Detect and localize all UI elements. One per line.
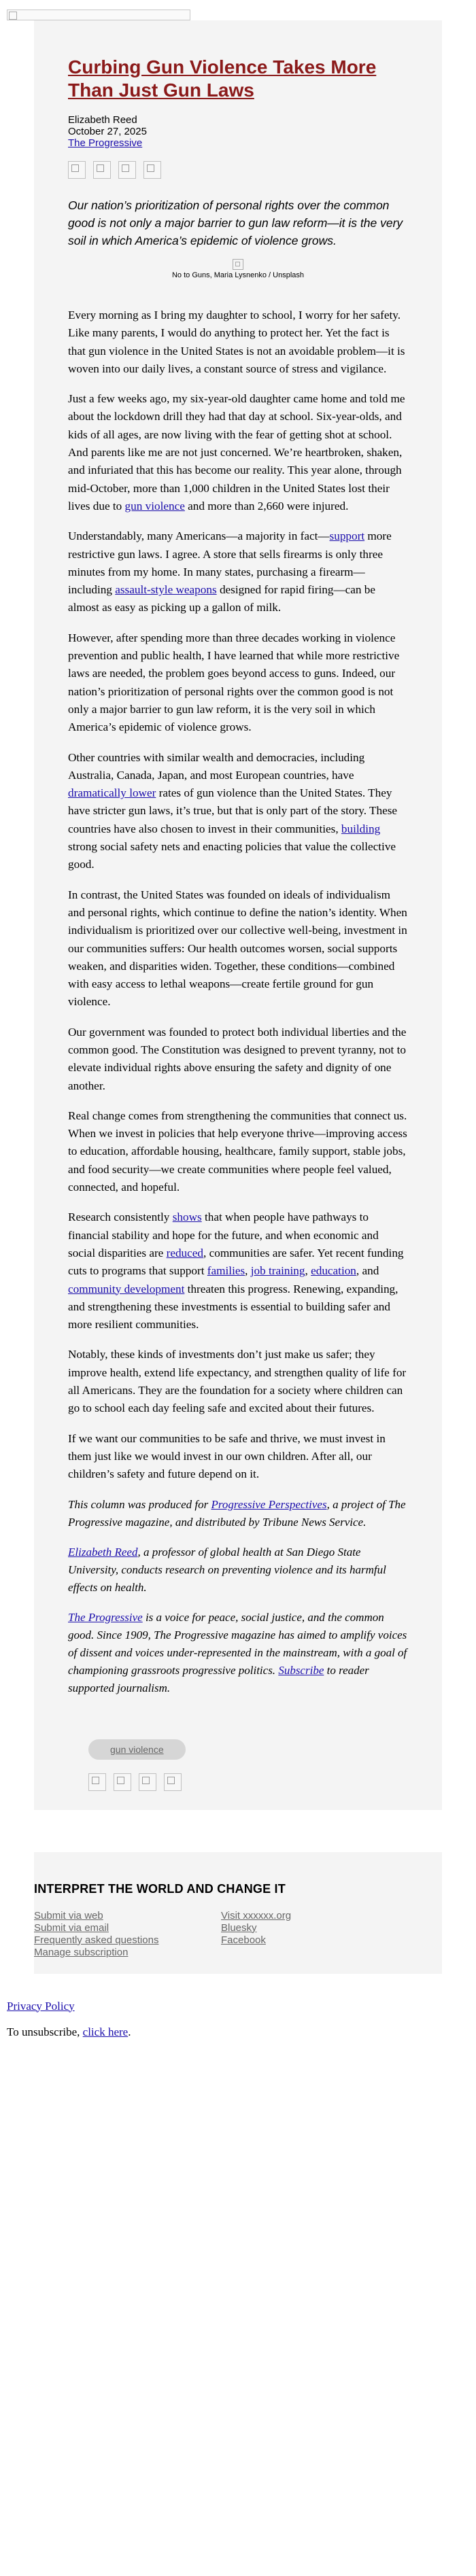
author-name: Elizabeth Reed	[68, 114, 137, 126]
email-share-icon[interactable]	[164, 1773, 182, 1791]
dramatically-lower-link[interactable]: dramatically lower	[68, 786, 156, 800]
note-1: This column was produced for Progressive Perspectives, a project of The Progressive magazine, and distributed by Tribune News Service.	[68, 1497, 406, 1529]
article-dek: Our nation’s prioritization of personal rights over the common good is not only a major barrier to gun law reform—it is the very soil in which America’s epidemic of violence grows.	[68, 198, 403, 247]
photo-credit: No to Guns, Maria Lysnenko / Unsplash	[171, 271, 305, 279]
twitter-share-icon[interactable]	[93, 161, 111, 179]
gun-violence-link[interactable]: gun violence	[124, 499, 185, 512]
footer-right-col	[221, 1910, 408, 1959]
subscribe-link[interactable]: Subscribe	[278, 1663, 324, 1677]
source-link[interactable]: The Progressive	[68, 137, 143, 149]
linkedin-share-icon[interactable]	[139, 1773, 156, 1791]
facebook-share-icon[interactable]	[68, 161, 86, 179]
broken-image-icon	[233, 259, 243, 270]
education-link[interactable]: education	[311, 1264, 356, 1278]
privacy-row	[7, 2000, 476, 2013]
families-link[interactable]: families	[207, 1264, 245, 1278]
support-link[interactable]: support	[329, 529, 365, 543]
building-link[interactable]: building	[341, 822, 381, 835]
facebook-link[interactable]: Facebook	[221, 1934, 266, 1946]
paragraph-5: Other countries with similar wealth and democracies, including Australia, Canada, Japan, and most European countries, have dramatically lower rates of gun violence than the United States. They have stricter gun laws, it’s true, but that is only part of the story. These countries have also chosen to invest in their communities, building strong social safety nets and enacting policies that value the collective good.	[68, 750, 398, 871]
publish-date: October 27, 2025	[68, 126, 147, 137]
paragraph-3: Understandably, many Americans—a majority in fact—support more restrictive gun laws. I agree. A store that sells firearms is only three minutes from my home. In many states, purchasing a firearm—including assault-style weapons designed for rapid firing—can be almost as easy as picking up a gallon of milk.	[68, 529, 392, 614]
note-2: Elizabeth Reed, a professor of global health at San Diego State University, conducts research on preventing violence and its harmful effects on health.	[68, 1545, 386, 1594]
footer-heading: INTERPRET THE WORLD AND CHANGE IT	[34, 1881, 286, 1896]
job-training-link[interactable]: job training	[250, 1264, 305, 1278]
paragraph-7: Our government was founded to protect both individual liberties and the common good. The Constitution was designed to prevent tyranny, not to elevate individual rights above ensuring the safety and dignity of one another.	[68, 1025, 407, 1092]
paragraph-2: Just a few weeks ago, my six-year-old daughter came home and told me about the lockdown drill they had that day at school. Six-year-olds, and kids of all ages, are now living with the fear of getting shot at school. And parents like me are not just concerned. We’re heartbroken, shaken, and infuriated that this has become our reality. This year alone, through mid-October, more than 1,000 children in the United States lost their lives due to gun violence and more than 2,660 were injured.	[68, 392, 405, 512]
broken-logo-image[interactable]	[7, 10, 190, 20]
paragraph-9: Research consistently shows that when people have pathways to financial stability and hope for the future, and when economic and social disparities are reduced, communities are safer. Yet recent funding cuts to programs that support families, job training, education, and community development threaten this progress. Renewing, expanding, and strengthening these investments is essential to building safer and more resilient communities.	[68, 1211, 404, 1331]
byline	[68, 114, 408, 149]
author-link[interactable]: Elizabeth Reed	[68, 1545, 138, 1559]
email-share-icon[interactable]	[143, 161, 161, 179]
privacy-policy-link[interactable]: Privacy Policy	[7, 1999, 75, 2013]
manage-subscription-link[interactable]: Manage subscription	[34, 1946, 129, 1958]
facebook-share-icon[interactable]	[88, 1773, 106, 1791]
visit-site-link[interactable]: Visit xxxxxx.org	[221, 1909, 292, 1921]
bluesky-link[interactable]: Bluesky	[221, 1921, 257, 1934]
twitter-share-icon[interactable]	[114, 1773, 131, 1791]
submit-web-link[interactable]: Submit via web	[34, 1909, 103, 1921]
footer-links	[34, 1910, 408, 1959]
paragraph-10: Notably, these kinds of investments don’t just make us safer; they improve health, extend life expectancy, and strengthen quality of life for all Americans. They are the foundation for a society where children can go to school each day feeling safe and excited about their futures.	[68, 1348, 407, 1415]
tag-gun-violence[interactable]: gun violence	[88, 1739, 186, 1760]
paragraph-6: In contrast, the United States was founded on ideals of individualism and personal rights, which continue to define the nation’s identity. When individualism is prioritized over our collective well-being, investment in our communities suffers: Our health outcomes worsen, social supports weaken, and disparities widen. Together, these conditions—combined with easy access to lethal weapons—create fertile ground for gun violence.	[68, 888, 407, 1009]
linkedin-share-icon[interactable]	[118, 161, 136, 179]
unsubscribe-link[interactable]: click here	[82, 2025, 129, 2038]
community-development-link[interactable]: community development	[68, 1282, 185, 1295]
the-progressive-link[interactable]: The Progressive	[68, 1610, 143, 1624]
top-banner	[0, 0, 476, 20]
article-card	[34, 20, 442, 1810]
footer-left-col	[34, 1910, 221, 1959]
paragraph-8: Real change comes from strengthening the communities that connect us. When we invest in policies that help everyone thrive—improving access to education, affordable housing, healthcare, family support, stable jobs, and food security—we create communities where people feel valued, connected, and hopeful.	[68, 1109, 407, 1194]
progressive-perspectives-link[interactable]: Progressive Perspectives	[211, 1497, 327, 1511]
reduced-link[interactable]: reduced	[166, 1246, 204, 1259]
share-icons	[68, 161, 408, 179]
share-icons-bottom	[88, 1773, 408, 1791]
shows-link[interactable]: shows	[172, 1211, 202, 1224]
paragraph-1: Every morning as I bring my daughter to school, I worry for her safety. Like many parents, I would do anything to protect her. Yet the fact is that gun violence in the United States is not an avoidable problem—it is woven into our daily lives, a constant source of stress and vigilance.	[68, 309, 405, 375]
paragraph-11: If we want our communities to be safe and thrive, we must invest in them just like we would invest in our own children. After all, our children’s safety and future depend on it.	[68, 1431, 386, 1481]
photo	[68, 259, 408, 279]
paragraph-4: However, after spending more than three decades working in violence prevention and public health, I have learned that while more restrictive laws are needed, the problem goes beyond access to guns. Indeed, our nation’s prioritization of personal rights over the common good is not only a major barrier to gun law reform, it is the very soil in which America’s epidemic of violence grows.	[68, 631, 400, 734]
assault-weapons-link[interactable]: assault-style weapons	[115, 583, 217, 597]
faq-link[interactable]: Frequently asked questions	[34, 1934, 159, 1946]
unsubscribe-row: To unsubscribe, click here.	[7, 2025, 131, 2038]
note-3: The Progressive is a voice for peace, social justice, and the common good. Since 1909, The Progressive magazine has aimed to amplify voices of dissent and voices under-represented in the mainstream, with a goal of championing grassroots progressive politics. Subscribe to reader supported journalism.	[68, 1610, 407, 1694]
footer	[34, 1852, 442, 1974]
submit-email-link[interactable]: Submit via email	[34, 1921, 109, 1934]
tag-row	[88, 1739, 408, 1760]
article-title[interactable]: Curbing Gun Violence Takes More Than Just Gun Laws	[68, 56, 377, 101]
